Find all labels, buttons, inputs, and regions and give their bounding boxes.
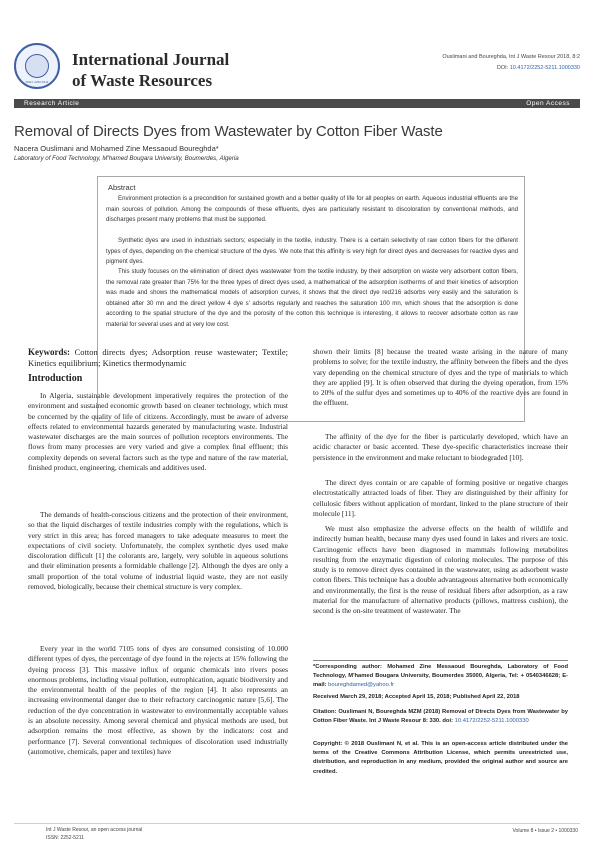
- abstract-paragraph-1: Environment protection is a precondition for sustained growth and a better quality of life for all peoples on earth. Aqueous industrial effluents are the main sources of pollution. Among the compounds of these effluents, dyes are particularly resistant to discoloration by conventional methods, and discharges present many problems that must be supported.: [106, 195, 518, 223]
- abstract-heading: Abstract: [108, 183, 136, 192]
- doi-link[interactable]: 10.4172/2252-5211.1000330: [509, 65, 580, 71]
- intro-paragraph-2: The demands of health-conscious citizens and the protection of their environment, so that the liquid discharges of textile industries comply with the regulations, which is very strict in this area; has forced managers to take adequate measures to meet the expectations of civil society. Unfortunately, the complex synthetic dyes used make discoloration difficult [1] the colorants are, largely, very soluble in aqueous solutions and their elimination presents a formidable challenge [2]. Although the dyes are only a small proportion of the total volume of industrial liquid waste, they are not easily removed, biologically, because their chemical structure is very complex.: [28, 510, 288, 592]
- footnote-divider: [313, 660, 568, 661]
- intro-paragraph-1: In Algeria, sustainable development imperatively requires the protection of the environment and sustained economic growth based on cleaner technology, which must be concerned by the quality of life of citizens. Accordingly, must be aware of adverse effects related to environmental hazards generated by manufacturing waste. Industrial wastewater discharges are the main sources of pollution receptors environments. The flows from many processes are very varied and give a complex final effluent; this complexity depends on several factors such as the type and nature of the raw material, finished product, engineering, chemicals and additives used.: [28, 391, 288, 473]
- header-citation: Ouslimani and Boureghda, Int J Waste Resour 2018, 8:2: [442, 54, 580, 60]
- doi-label: DOI:: [496, 65, 509, 71]
- journal-logo: [14, 43, 60, 89]
- section-open-access: Open Access: [526, 100, 570, 107]
- keywords: [28, 347, 288, 369]
- journal-title-line1: International Journal: [72, 50, 230, 69]
- article-affiliation: Laboratory of Food Technology, M'hamed Bougara University, Boumerdes, Algeria: [14, 155, 239, 162]
- article-type-bar: [14, 99, 580, 108]
- corresponding-author: *Corresponding author: Mohamed Zine Messaoud Boureghda, Laboratory of Food Technology, M'hamed Bougara University, Boumerdes 35000, Algeria, Tel: + 0540346628; E-mail: boureghdamed@yahoo.fr: [313, 664, 568, 689]
- article-authors: Nacera Ouslimani and Mohamed Zine Messaoud Boureghda*: [14, 144, 219, 153]
- footer-journal-info: [46, 826, 142, 842]
- abstract-paragraph-2: Synthetic dyes are used in industrials sectors; especially in the textile, industry. There is a certain selectivity of raw cotton fibers for the different types of dyes, depending on the chemical structure of the dyes. We note that this affinity is very high for direct dyes and decreases for reactive dyes and pigment dyes.: [106, 237, 518, 265]
- intro-right-paragraph-1: shown their limits [8] because the treated waste arising in the nature of many problems to solve; for the textile industry, the affinity between the fibers and the dyes vary depending on the chemical structure of dyes and the type of materials to which they are applied [9]. It is often observed that during the dyeing operation, from 15% to 20% of the sulfur dyes and sometimes up to 40% of the reactive dyes are found in the effluent.: [313, 347, 568, 408]
- journal-title-line2: of Waste Resources: [72, 71, 213, 90]
- intro-right-paragraph-3: The direct dyes contain or are capable of forming positive or negative charges electrostatically attracted loads of fiber. They are distinguished by their affinity for cellulosic fibers without application of mordant, linked to the plane structure of their molecule [11].: [313, 478, 568, 518]
- footer-rule: [14, 823, 580, 824]
- introduction-heading: Introduction: [28, 373, 83, 384]
- recycle-icon: [25, 54, 49, 78]
- footer-journal: Int J Waste Resour, an open access journal: [46, 827, 143, 833]
- article-citation: Citation: Ouslimani N, Boureghda MZM (2018) Removal of Directs Dyes from Wastewater by Cotton Fiber Waste. Int J Waste Resour 8: 330. doi: 10.4172/2252-5211.1000330: [313, 709, 568, 725]
- citation-doi-link[interactable]: 10.4172/2252-5211.1000330: [454, 718, 529, 725]
- article-title: Removal of Directs Dyes from Wastewater by Cotton Fiber Waste: [14, 123, 443, 140]
- corresponding-email-link[interactable]: boureghdamed@yahoo.fr: [328, 682, 394, 689]
- footer-issn: ISSN: 2252-5211: [46, 835, 84, 841]
- intro-paragraph-3: Every year in the world 7105 tons of dyes are consumed consisting of 10.000 different types of dyes, the percentage of dye found in the rejects at 15% following the dyeing process [3]. This massive influx of organic chemicals into rivers poses enormous problems, including visual pollution, eutrophication, aquatic biodiversity and the environmental health of the peoples of the region [4]. It also represents an increasing environmental danger due to their refractory carcinogenic nature [5,6]. The reduction of the dye concentration in wastewater to environmentally acceptable values is an absolute necessity. Among several chemical and physical methods are used, but adsorption remains the most effective, as shown by the indicators: cost and performance [7]. Several conventional techniques of discoloration used industrially (automotive, chemicals, paper and textiles) have: [28, 644, 288, 756]
- keywords-text: Cotton directs dyes; Adsorption reuse wastewater; Textile; Kinetics equilibrium; Kinetics thermodynamic: [28, 347, 288, 368]
- header-doi: [320, 65, 580, 71]
- logo-issn: ISSN: 2252-5211: [25, 80, 49, 84]
- intro-right-paragraph-2: The affinity of the dye for the fiber is particularly developed, which have an acidic character or basic accented. These dye-specific characteristics increase their persistence in the environment and make reluctant to biodegraded [10].: [313, 432, 568, 462]
- intro-right-paragraph-4: We must also emphasize the adverse effects on the health of wildlife and indirectly human health, because many dyes used found in lakes and rivers are toxic. Carcinogenic effects have been diagnosed in mammals following metabolites resulting from the enzymatic digestion of coloring molecules. The purpose of this study is to remove direct dyes contained in the wastewater, using as adsorbent waste cotton fibers. This technique has a double advantageous alternative both economically and environmentally, the first is the reuse of residual fibers after adsorption, as a raw material for the manufacture of alternative products (pillows, mattress cushion), the second is the on-site treatment of wastewater. The: [313, 524, 568, 616]
- abstract-paragraph-3: This study focuses on the elimination of direct dyes wastewater from the textile industry, by their adsorption on waste very adsorbent cotton fibers, the removal rate greater than 75% for the three types of direct dyes used, a mathematical of the adsorption isotherms of and their kinetics of adsorption was made and shows the mathematical models of adsorption curves, it shows that the direct dye red216 adsorbs very easily and the saturation is obtained after 30 mn and the direct yellow 4 dye s' adsorbs regularly and reaches the saturation 100 mn, which shows that the adsorption is done according to the spatial structure of the dye and the porosity of the cotton this technique is interesting, it allows to recover adsorbate cotton as raw material for several uses and at very low cost.: [106, 268, 518, 328]
- footer-volume: Volume 8 • Issue 2 • 1000330: [512, 828, 578, 834]
- article-dates: Received March 29, 2018; Accepted April 15, 2018; Published April 22, 2018: [313, 694, 520, 700]
- section-research-article: Research Article: [24, 100, 80, 107]
- keywords-label: Keywords:: [28, 347, 70, 357]
- journal-title: [72, 49, 302, 91]
- copyright-notice: Copyright: © 2018 Ouslimani N, et al. This is an open-access article distributed under the terms of the Creative Commons Attribution License, which permits unrestricted use, distribution, and reproduction in any medium, provided the original author and source are credited.: [313, 741, 568, 775]
